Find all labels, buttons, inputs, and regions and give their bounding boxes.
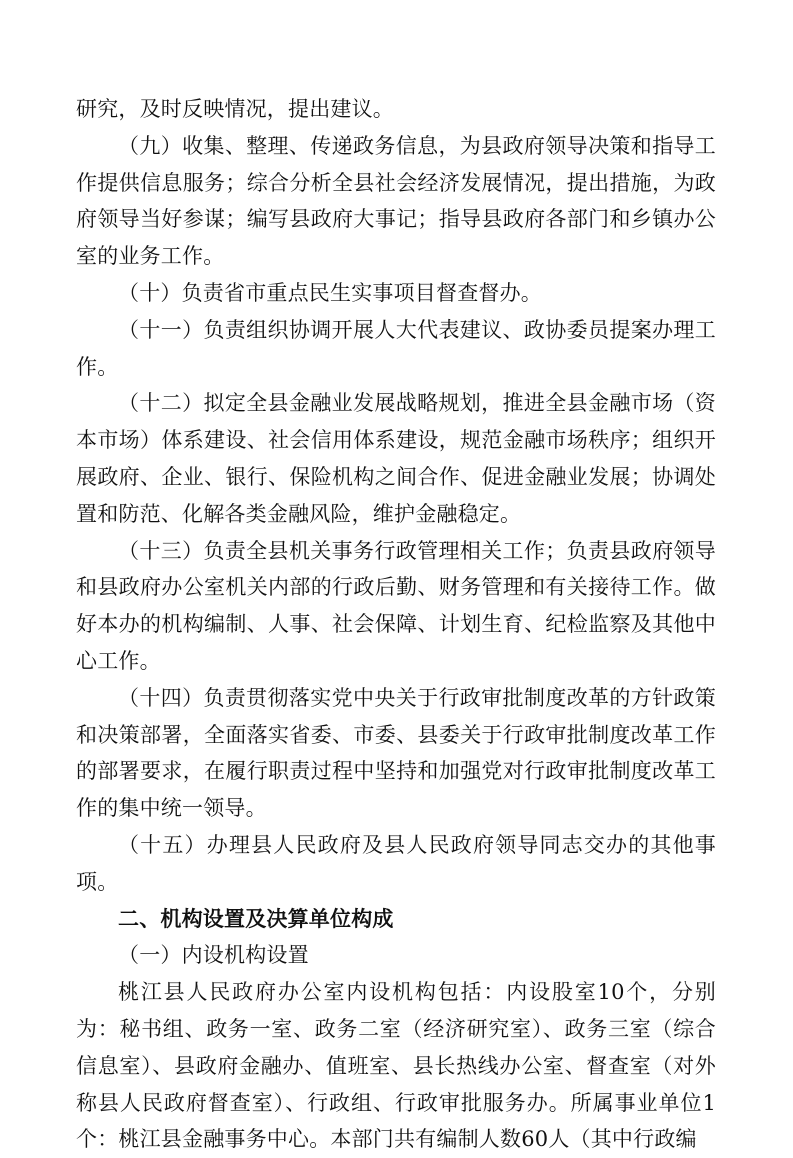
paragraph-internal-structure: 桃江县人民政府办公室内设机构包括：内设股室10个，分别为：秘书组、政务一室、政务二室（经济研究室）、政务三室（综合信息室）、县政府金融办、值班室、县长热线办公室、督查室（对外称县人民政府督查室）、行政组、行政审批服务办。所属事业单位1个：桃江县金融事务中心。本部门共有编制人数60人（其中行政编 [76,980,716,1152]
paragraph-item-9: （九）收集、整理、传递政务信息，为县政府领导决策和指导工作提供信息服务；综合分析全县社会经济发展情况，提出措施，为政府领导当好参谋；编写县政府大事记；指导县政府各部门和乡镇办公室的业务工作。 [76,133,716,269]
paragraph-item-15: （十五）办理县人民政府及县人民政府领导同志交办的其他事项。 [76,832,716,894]
paragraph-item-11: （十一）负责组织协调开展人大代表建议、政协委员提案办理工作。 [76,317,716,379]
paragraph-item-14: （十四）负责贯彻落实党中央关于行政审批制度改革的方针政策和决策部署，全面落实省委、市委、县委关于行政审批制度改革工作的部署要求，在履行职责过程中坚持和加强党对行政审批制度改革工作的集中统一领导。 [76,685,716,821]
document-body [76,91,716,1158]
paragraph-item-12: （十二）拟定全县金融业发展战略规划，推进全县金融市场（资本市场）体系建设、社会信用体系建设，规范金融市场秩序；组织开展政府、企业、银行、保险机构之间合作、促进金融业发展；协调处置和防范、化解各类金融风险，维护金融稳定。 [76,391,716,526]
paragraph-item-10: （十）负责省市重点民生实事项目督查督办。 [118,280,542,305]
paragraph-item-13: （十三）负责全县机关事务行政管理相关工作；负责县政府领导和县政府办公室机关内部的行政后勤、财务管理和有关接待工作。做好本办的机构编制、人事、社会保障、计划生育、纪检监察及其他中心工作。 [76,538,716,673]
section-heading: 二、机构设置及决算单位构成 [118,906,394,931]
paragraph-continuation: 研究，及时反映情况，提出建议。 [76,97,394,121]
subsection-heading: （一）内设机构设置 [118,943,309,968]
